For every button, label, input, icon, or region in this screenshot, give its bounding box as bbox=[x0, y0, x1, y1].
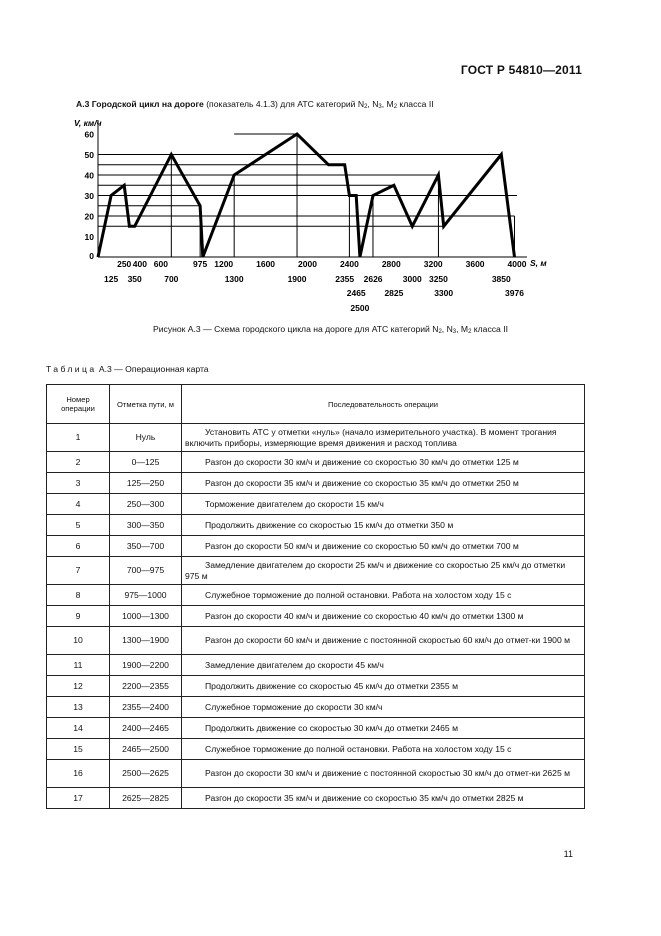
x-tick-label: 700 bbox=[164, 274, 179, 284]
table-row bbox=[47, 676, 585, 697]
path-mark-cell: Нуль bbox=[110, 424, 182, 452]
table-title-label: Таблица bbox=[46, 364, 97, 374]
table-row bbox=[47, 424, 585, 452]
x-tick-label: 3976 bbox=[505, 288, 524, 298]
standard-designation: ГОСТ Р 54810—2011 bbox=[460, 63, 582, 77]
operation-number-cell: 1 bbox=[47, 424, 110, 452]
y-tick-label: 40 bbox=[84, 170, 94, 181]
table-row bbox=[47, 606, 585, 627]
x-tick-label: 3300 bbox=[434, 288, 454, 298]
x-tick-label: 2626 bbox=[363, 274, 383, 284]
path-mark-cell: 2400—2465 bbox=[110, 718, 182, 739]
x-tick-label: 2400 bbox=[339, 259, 359, 269]
category-subscript: 2 bbox=[393, 104, 398, 110]
operation-description-cell: Разгон до скорости 35 км/ч и движение со скоростью 35 км/ч до отметки 2825 м bbox=[182, 788, 585, 809]
x-tick-label: 3000 bbox=[402, 274, 422, 284]
table-row bbox=[47, 515, 585, 536]
table-row bbox=[47, 718, 585, 739]
y-axis-title: V, км/ч bbox=[74, 118, 102, 128]
table-row bbox=[47, 494, 585, 515]
y-tick-label: 30 bbox=[84, 191, 94, 201]
path-mark-cell: 2200—2355 bbox=[110, 676, 182, 697]
header-operation-number: Номер операции bbox=[47, 385, 110, 424]
x-tick-label: 3850 bbox=[491, 274, 511, 284]
path-mark-cell: 2500—2625 bbox=[110, 760, 182, 788]
operation-description-cell: Разгон до скорости 60 км/ч и движение с постоянной скоростью 60 км/ч до отмет-ки 1900 м bbox=[182, 627, 585, 655]
x-tick-label: 3200 bbox=[423, 259, 443, 269]
figure-caption-text: Рисунок А.3 — Схема городского цикла на дороге для АТС категорий N bbox=[153, 324, 439, 334]
path-mark-cell: 250—300 bbox=[110, 494, 182, 515]
operation-number-cell: 3 bbox=[47, 473, 110, 494]
x-tick-label: 2000 bbox=[298, 259, 317, 269]
operation-number-cell: 13 bbox=[47, 697, 110, 718]
operation-description-cell: Замедление двигателем до скорости 25 км/ч и движение со скоростью 25 км/ч до отметки 975 м bbox=[182, 557, 585, 585]
x-tick-label: 250 bbox=[117, 259, 132, 269]
operation-description-cell: Продолжить движение со скоростью 15 км/ч до отметки 350 м bbox=[182, 515, 585, 536]
page-number: 11 bbox=[563, 849, 573, 859]
category-separator: , N bbox=[367, 99, 379, 109]
path-mark-cell: 1900—2200 bbox=[110, 655, 182, 676]
path-mark-cell: 1300—1900 bbox=[110, 627, 182, 655]
operation-description-cell: Продолжить движение со скоростью 45 км/ч до отметки 2355 м bbox=[182, 676, 585, 697]
category-separator: , N bbox=[441, 324, 453, 334]
operation-description-cell: Разгон до скорости 35 км/ч и движение со скоростью 35 км/ч до отметки 250 м bbox=[182, 473, 585, 494]
table-row bbox=[47, 536, 585, 557]
operation-description-cell: Служебное торможение до полной остановки. Работа на холостом ходу 15 с bbox=[182, 585, 585, 606]
category-subscript: 2 bbox=[468, 329, 472, 335]
operation-description-cell: Разгон до скорости 30 км/ч и движение с постоянной скоростью 30 км/ч до отмет-ки 2625 м bbox=[182, 760, 585, 788]
y-tick-label: 60 bbox=[84, 129, 94, 140]
header-operation-sequence: Последовательность операции bbox=[182, 385, 585, 424]
operation-description-cell: Служебное торможение до полной остановки. Работа на холостом ходу 15 с bbox=[182, 739, 585, 760]
table-row bbox=[47, 788, 585, 809]
x-tick-label: 1600 bbox=[256, 259, 276, 269]
y-tick-label: 20 bbox=[84, 211, 94, 222]
category-subscript: 2 bbox=[438, 329, 442, 335]
operations-table bbox=[46, 384, 585, 809]
table-title bbox=[46, 364, 209, 374]
path-mark-cell: 350—700 bbox=[110, 536, 182, 557]
y-tick-label: 50 bbox=[84, 150, 94, 160]
operation-number-cell: 4 bbox=[47, 494, 110, 515]
category-separator: , M bbox=[381, 99, 394, 109]
x-tick-label: 3600 bbox=[465, 259, 485, 269]
header-path-mark: Отметка пути, м bbox=[110, 385, 182, 424]
table-row bbox=[47, 739, 585, 760]
x-axis-title: S, м bbox=[530, 258, 547, 268]
path-mark-cell: 700—975 bbox=[110, 557, 182, 585]
category-separator: , M bbox=[456, 324, 469, 334]
x-tick-label: 2800 bbox=[381, 259, 401, 269]
operation-description-cell: Торможение двигателем до скорости 15 км/ч bbox=[182, 494, 585, 515]
operation-number-cell: 8 bbox=[47, 585, 110, 606]
x-tick-label: 3250 bbox=[428, 274, 448, 284]
x-tick-label: 975 bbox=[193, 259, 208, 269]
operation-number-cell: 11 bbox=[47, 655, 110, 676]
operation-number-cell: 14 bbox=[47, 718, 110, 739]
table-row bbox=[47, 760, 585, 788]
x-tick-label: 4000 bbox=[507, 259, 527, 269]
table-row bbox=[47, 697, 585, 718]
chart-axes bbox=[98, 120, 527, 257]
operation-number-cell: 17 bbox=[47, 788, 110, 809]
x-tick-label: 2355 bbox=[335, 274, 355, 284]
table-row bbox=[47, 627, 585, 655]
operation-number-cell: 2 bbox=[47, 452, 110, 473]
table-header-row bbox=[47, 385, 585, 424]
x-tick-label: 600 bbox=[153, 259, 168, 269]
table-row bbox=[47, 585, 585, 606]
operation-description-cell: Разгон до скорости 40 км/ч и движение со скоростью 40 км/ч до отметки 1300 м bbox=[182, 606, 585, 627]
figure-caption bbox=[0, 324, 661, 335]
y-tick-label: 10 bbox=[84, 232, 94, 242]
x-tick-label: 1300 bbox=[224, 274, 244, 284]
category-subscript: 3 bbox=[452, 329, 457, 335]
table-body bbox=[47, 424, 585, 809]
operation-description-cell: Установить АТС у отметки «нуль» (начало измерительного участка). В момент трогания включить приборы, измеряющие время движения и расход топлива bbox=[182, 424, 585, 452]
operation-number-cell: 12 bbox=[47, 676, 110, 697]
figure-caption-tail: класса II bbox=[471, 324, 508, 334]
chart-gridlines bbox=[98, 134, 517, 257]
section-heading-tail: класса II bbox=[397, 99, 434, 109]
path-mark-cell: 2625—2825 bbox=[110, 788, 182, 809]
path-mark-cell: 0—125 bbox=[110, 452, 182, 473]
table-row bbox=[47, 473, 585, 494]
category-subscript: 3 bbox=[378, 104, 382, 110]
table-row bbox=[47, 452, 585, 473]
operation-number-cell: 10 bbox=[47, 627, 110, 655]
path-mark-cell: 2355—2400 bbox=[110, 697, 182, 718]
x-tick-label: 2825 bbox=[384, 288, 404, 298]
table-title-text: А.3 — Операционная карта bbox=[96, 364, 209, 374]
path-mark-cell: 300—350 bbox=[110, 515, 182, 536]
path-mark-cell: 2465—2500 bbox=[110, 739, 182, 760]
x-tick-label: 1900 bbox=[287, 274, 307, 284]
operation-description-cell: Служебное торможение до скорости 30 км/ч bbox=[182, 697, 585, 718]
operation-number-cell: 16 bbox=[47, 760, 110, 788]
x-tick-label: 400 bbox=[132, 259, 147, 269]
operation-description-cell: Продолжить движение со скоростью 30 км/ч до отметки 2465 м bbox=[182, 718, 585, 739]
x-tick-label: 350 bbox=[127, 274, 142, 284]
path-mark-cell: 125—250 bbox=[110, 473, 182, 494]
path-mark-cell: 1000—1300 bbox=[110, 606, 182, 627]
speed-distance-chart bbox=[0, 0, 661, 320]
table-row bbox=[47, 655, 585, 676]
operation-description-cell: Замедление двигателем до скорости 45 км/ч bbox=[182, 655, 585, 676]
section-heading-text: (показатель 4.1.3) для АТС категорий N bbox=[203, 99, 365, 109]
table-row bbox=[47, 557, 585, 585]
x-tick-label: 125 bbox=[104, 274, 119, 284]
x-tick-label: 2500 bbox=[350, 303, 370, 313]
operation-number-cell: 5 bbox=[47, 515, 110, 536]
x-tick-label: 2465 bbox=[346, 288, 366, 298]
origin-label: 0 bbox=[89, 251, 94, 261]
section-heading-bold: А.3 Городской цикл на дороге bbox=[76, 99, 204, 109]
operation-number-cell: 7 bbox=[47, 557, 110, 585]
operation-number-cell: 6 bbox=[47, 536, 110, 557]
operation-description-cell: Разгон до скорости 50 км/ч и движение со скоростью 50 км/ч до отметки 700 м bbox=[182, 536, 585, 557]
operation-number-cell: 9 bbox=[47, 606, 110, 627]
operation-number-cell: 15 bbox=[47, 739, 110, 760]
category-subscript: 2 bbox=[364, 104, 368, 110]
operation-description-cell: Разгон до скорости 30 км/ч и движение со скоростью 30 км/ч до отметки 125 м bbox=[182, 452, 585, 473]
x-tick-label: 1200 bbox=[214, 259, 234, 269]
path-mark-cell: 975—1000 bbox=[110, 585, 182, 606]
